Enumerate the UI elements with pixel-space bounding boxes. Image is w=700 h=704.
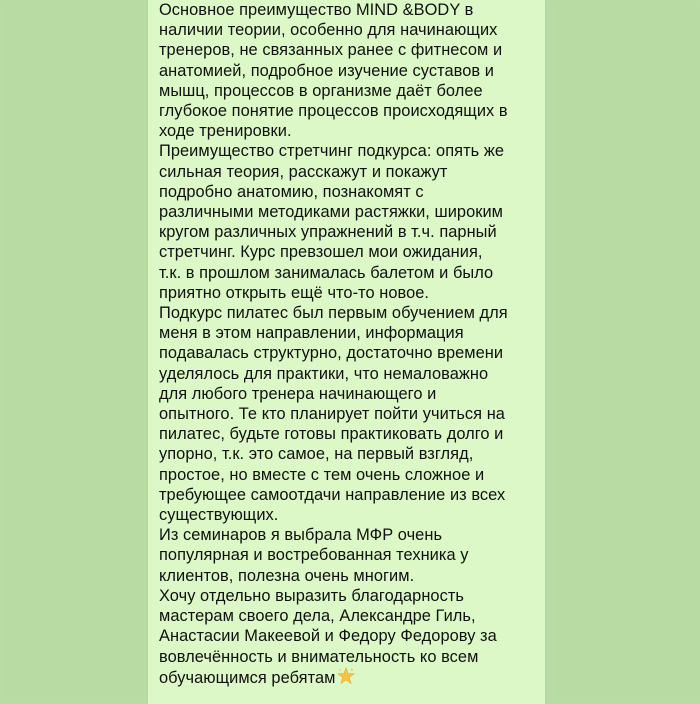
background-left: [0, 0, 148, 700]
message-line: подавалась структурно, достаточно времени: [159, 344, 504, 363]
message-line: мастерам своего дела, Александре Гиль,: [159, 607, 476, 626]
message-line: Хочу отдельно выразить благодарность: [159, 586, 464, 605]
background-right: [552, 0, 700, 700]
message-line: Основное преимущество MIND &BODY в: [159, 1, 474, 19]
message-line: подробно анатомию, познакомят с: [159, 182, 424, 201]
message-line: простое, но вместе с тем очень сложное и: [159, 465, 485, 484]
message-line: клиентов, полезна очень многим.: [159, 566, 415, 585]
message-text: [159, 0, 545, 688]
message-line: пилатес, будьте готовы практиковать долго и: [159, 425, 504, 444]
message-line: наличии теории, особенно для начинающих: [159, 21, 498, 40]
message-line: Подкурс пилатес был первым обучением для: [159, 304, 508, 323]
message-line: тренеров, не связанных ранее с фитнесом и: [159, 41, 503, 60]
message-line: Из семинаров я выбрала МФР очень: [159, 526, 443, 545]
message-line: сильная теория, расскажут и покажут: [159, 162, 448, 181]
message-line: опытного. Те кто планирует пойти учиться на: [159, 405, 505, 424]
message-line: приятно открыть ещё что-то новое.: [159, 283, 430, 302]
message-line: Преимущество стретчинг подкурса: опять же: [159, 142, 504, 161]
message-line: популярная и востребованная техника у: [159, 546, 469, 565]
message-line: уделялось для практики, что немаловажно: [159, 364, 489, 383]
message-line: требующее самоотдачи направление из всех: [159, 485, 506, 504]
message-line: существующих.: [159, 506, 279, 525]
message-line: упорно, т.к. это самое, на первый взгляд,: [159, 445, 474, 464]
message-line: меня в этом направлении, информация: [159, 324, 464, 343]
message-line: анатомией, подробное изучение суставов и: [159, 61, 494, 80]
message-line: различными методиками растяжки, широким: [159, 203, 503, 222]
sparkle-star-icon: [337, 667, 355, 685]
message-line: вовлечённость и внимательность ко всем: [159, 647, 479, 666]
message-line: глубокое понятие процессов происходящих в: [159, 102, 508, 121]
message-line: Анастасии Макеевой и Федору Федорову за: [159, 627, 497, 646]
message-line: ходе тренировки.: [159, 122, 292, 141]
message-line: стретчинг. Курс превзошел мои ожидания,: [159, 243, 483, 262]
message-line: т.к. в прошлом занималась балетом и было: [159, 263, 494, 282]
message-line: кругом различных упражнений в т.ч. парный: [159, 223, 497, 242]
message-line-text: обучающимся ребятам: [159, 668, 336, 687]
message-line: для любого тренера начинающего и: [159, 384, 437, 403]
message-line: мышц, процессов в организме даёт более: [159, 81, 483, 100]
message-line-last: [159, 667, 545, 688]
